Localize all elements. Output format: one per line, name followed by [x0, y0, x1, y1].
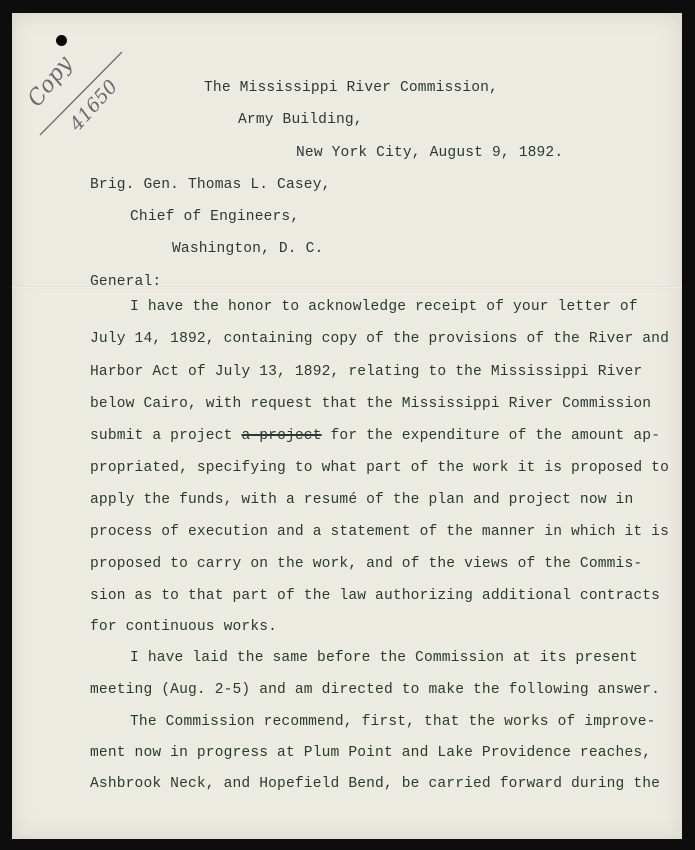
body-line: I have the honor to acknowledge receipt of your letter of — [130, 299, 638, 315]
body-line: I have laid the same before the Commission at its present — [130, 650, 638, 666]
body-line: July 14, 1892, containing copy of the provisions of the River and — [90, 331, 669, 347]
header-place-date: New York City, August 9, 1892. — [296, 145, 564, 161]
body-line: process of execution and a statement of the manner in which it is — [90, 524, 669, 540]
body-line: apply the funds, with a resumé of the plan and project now in — [90, 492, 634, 508]
body-text: for the expenditure of the amount ap- — [321, 428, 661, 444]
body-line: propriated, specifying to what part of the work it is proposed to — [90, 460, 669, 476]
addressee-location: Washington, D. C. — [172, 241, 324, 257]
body-line: proposed to carry on the work, and of the views of the Commis- — [90, 556, 643, 572]
body-line: Harbor Act of July 13, 1892, relating to the Mississippi River — [90, 364, 643, 380]
body-line: ment now in progress at Plum Point and Lake Providence reaches, — [90, 745, 652, 761]
pencil-annotation — [23, 50, 130, 140]
body-line: The Commission recommend, first, that the works of improve- — [130, 714, 656, 730]
body-line: meeting (Aug. 2-5) and am directed to make the following answer. — [90, 682, 661, 698]
body-line: Ashbrook Neck, and Hopefield Bend, be carried forward during the — [90, 776, 661, 792]
annotation-number: 41650 — [65, 75, 123, 136]
body-line: for continuous works. — [90, 619, 278, 635]
body-line: below Cairo, with request that the Mississippi River Commission — [90, 396, 652, 412]
struck-text: a project — [241, 428, 322, 444]
header-building: Army Building, — [238, 112, 363, 128]
header-org: The Mississippi River Commission, — [204, 80, 498, 96]
addressee-name: Brig. Gen. Thomas L. Casey, — [90, 177, 331, 193]
body-line — [90, 429, 660, 444]
body-line: sion as to that part of the law authorizing additional contracts — [90, 588, 661, 604]
punch-hole — [56, 35, 67, 46]
salutation: General: — [90, 274, 162, 290]
addressee-title: Chief of Engineers, — [130, 209, 300, 225]
annotation-copy: Copy — [23, 51, 78, 112]
body-text: submit a project — [90, 428, 242, 444]
